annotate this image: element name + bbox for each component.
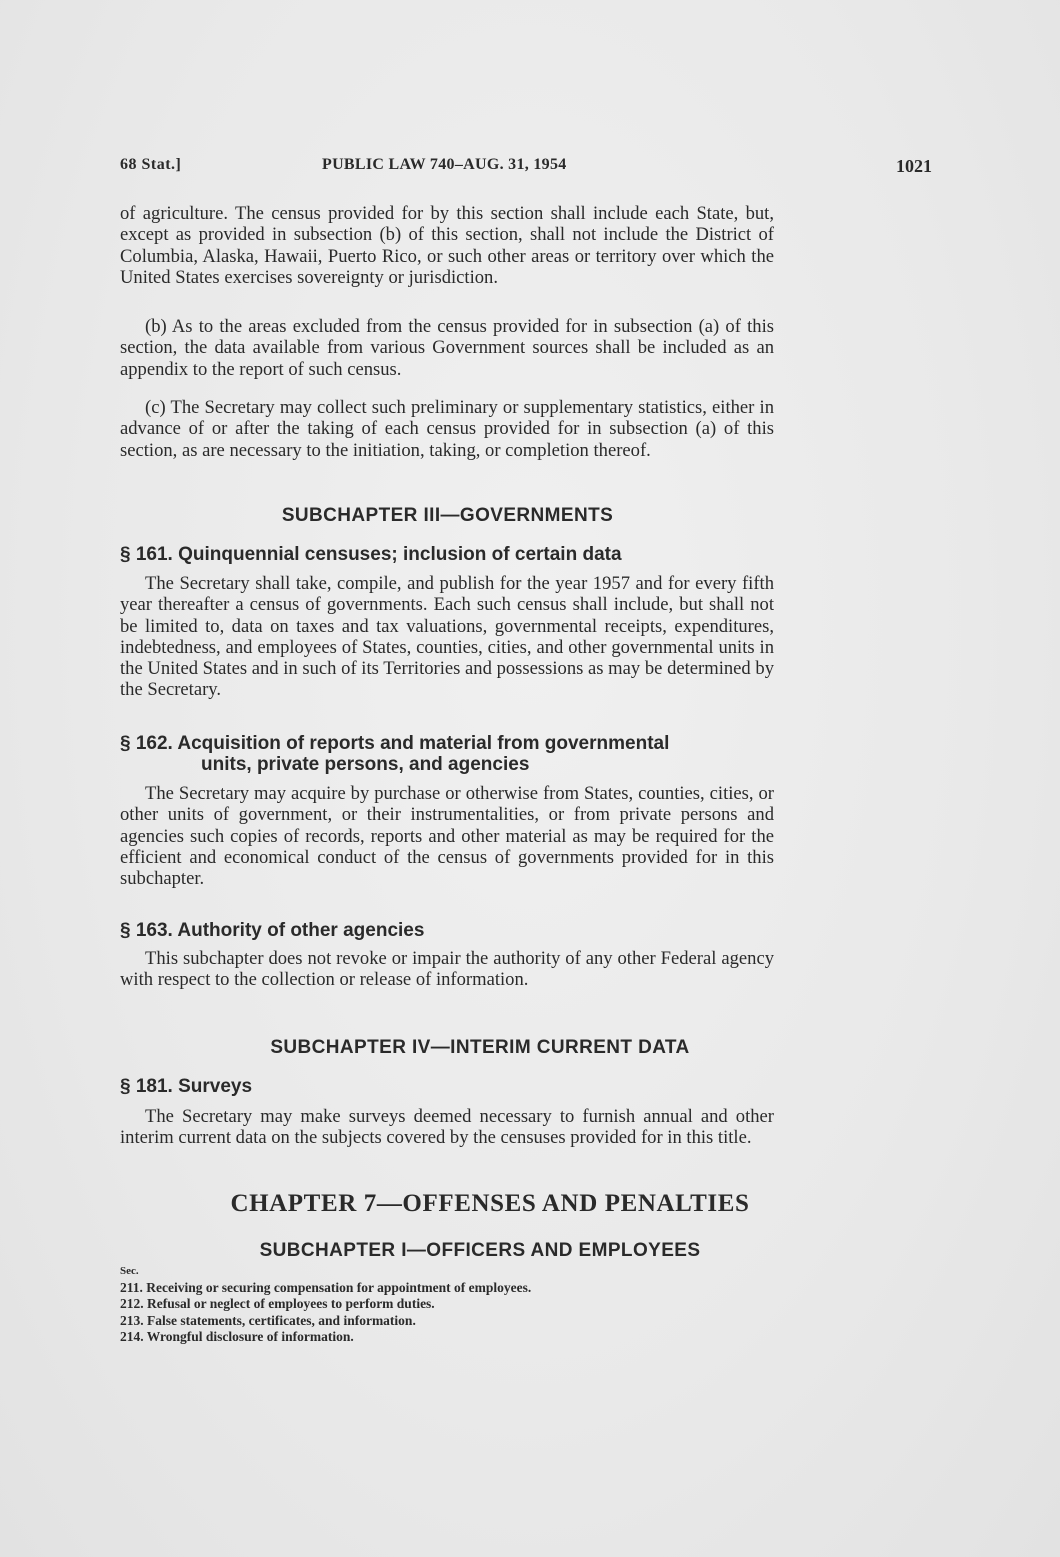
paragraph-subsection-a-end: of agriculture. The census provided for by this section shall include each State, but, except as provided in subsection (b) of this section, shall not include the District of Columbia, Alaska, Hawaii, Puerto Rico, or such other areas or territory over which the United States exercises sovereignty or jurisdiction. <box>120 203 774 288</box>
toc-item: 214. Wrongful disclosure of information. <box>120 1329 354 1344</box>
section-181-text: The Secretary may make surveys deemed necessary to furnish annual and other interim current data on the subjects covered by the censuses provided for in this title. <box>120 1106 774 1149</box>
public-law-title: PUBLIC LAW 740–AUG. 31, 1954 <box>322 156 567 173</box>
section-162-heading <box>120 733 775 775</box>
section-162-heading-line2: units, private persons, and agencies <box>201 754 530 775</box>
subchapter-i-heading: SUBCHAPTER I—OFFICERS AND EMPLOYEES <box>259 1240 701 1261</box>
page-number: 1021 <box>896 156 932 176</box>
toc-sec-label: Sec. <box>120 1265 139 1277</box>
toc-item: 211. Receiving or securing compensation for appointment of employees. <box>120 1279 532 1295</box>
section-162-text: The Secretary may acquire by purchase or otherwise from States, counties, cities, or other units of government, or their instrumentalities, or from private persons and agencies such copies of records, reports and other material as may be required for the efficient and economical conduct of the census of governments provided for in this subchapter. <box>120 783 774 890</box>
section-181-heading: § 181. Surveys <box>120 1076 253 1097</box>
paragraph-subsection-c: (c) The Secretary may collect such preliminary or supplementary statistics, either in advance of or after the taking of each census provided for in subsection (a) of this section, as are necessary to the initiation, taking, or completion thereof. <box>120 397 774 461</box>
subchapter-iv-heading: SUBCHAPTER IV—INTERIM CURRENT DATA <box>270 1037 690 1058</box>
page-header <box>120 156 932 180</box>
toc-item: 212. Refusal or neglect of employees to perform duties. <box>120 1296 435 1311</box>
subchapter-iii-heading: SUBCHAPTER III—GOVERNMENTS <box>281 505 614 526</box>
paragraph-subsection-b: (b) As to the areas excluded from the census provided for in subsection (a) of this section, the data available from various Government sources shall be included as an appendix to the report of such census. <box>120 316 774 380</box>
statute-reference: 68 Stat.] <box>120 156 182 173</box>
section-163-heading: § 163. Authority of other agencies <box>120 920 425 941</box>
section-161-heading: § 161. Quinquennial censuses; inclusion of certain data <box>120 544 622 565</box>
toc-item: 213. False statements, certificates, and information. <box>120 1312 416 1328</box>
chapter-7-heading: CHAPTER 7—OFFENSES AND PENALTIES <box>230 1190 750 1217</box>
section-table-of-contents <box>120 1263 780 1346</box>
section-162-heading-line1: § 162. Acquisition of reports and material from governmental <box>120 733 670 754</box>
section-161-text: The Secretary shall take, compile, and publish for the year 1957 and for every fifth year thereafter a census of governments. Each such census shall include, but shall not be limited to, data on taxes and tax valuations, governmental receipts, expenditures, indebtedness, and employees of States, counties, cities, and other governmental units in the United States and in such of its Territories and possessions as may be determined by the Secretary. <box>120 573 774 701</box>
section-163-text: This subchapter does not revoke or impair the authority of any other Federal agency with respect to the collection or release of information. <box>120 948 774 991</box>
